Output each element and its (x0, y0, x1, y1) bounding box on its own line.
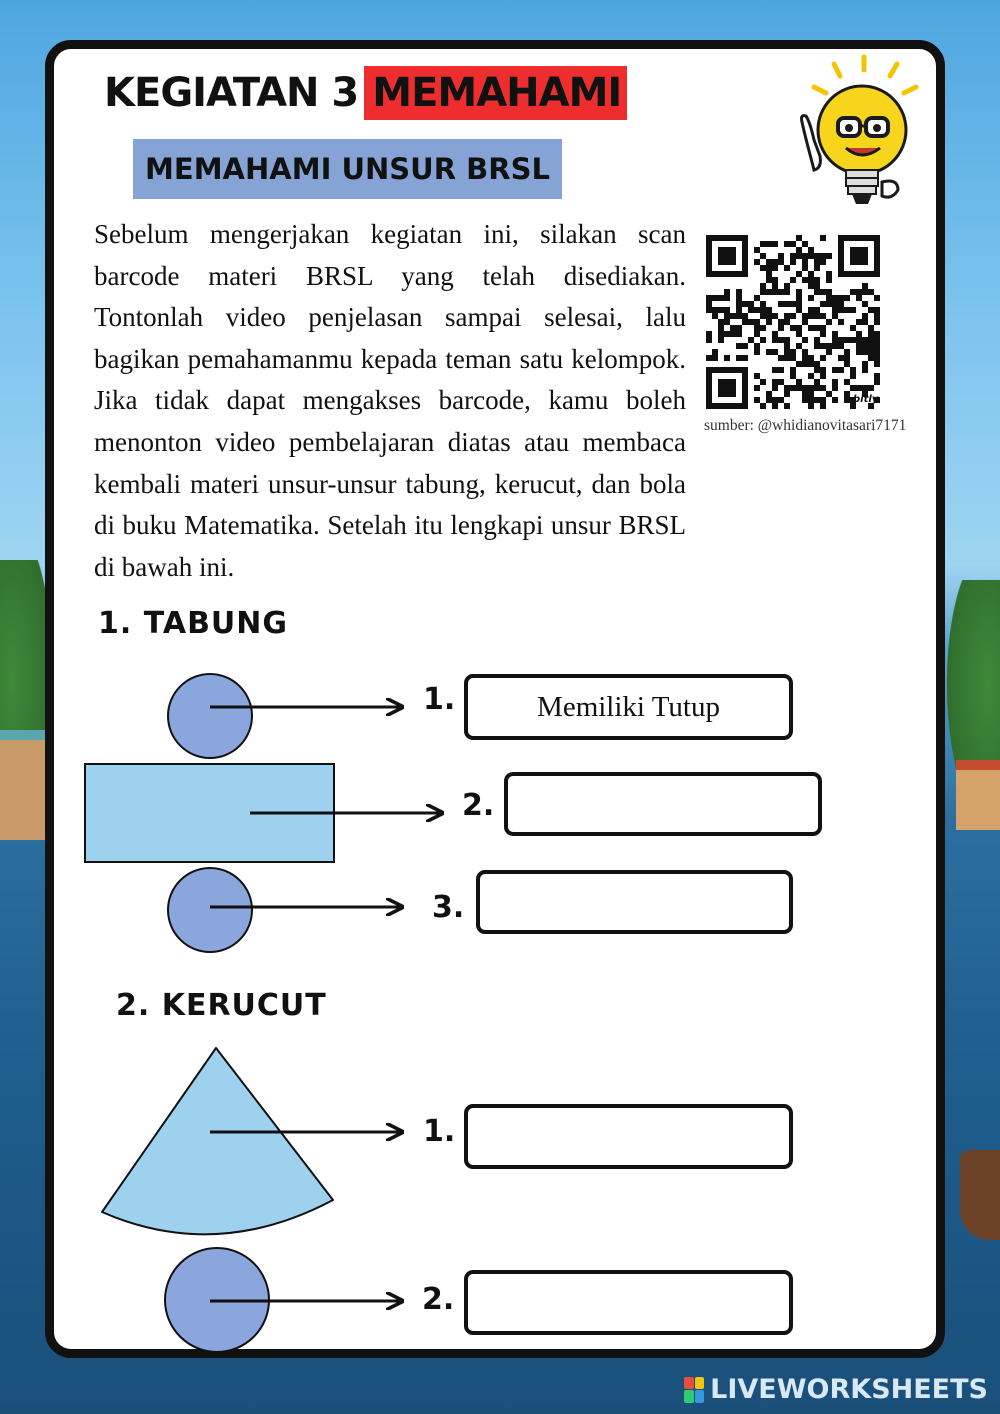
item-number: 2. (462, 788, 495, 823)
item-number: 1. (423, 1114, 456, 1149)
item-number: 3. (432, 890, 465, 925)
qr-brand-label: bitly (853, 394, 879, 405)
liveworksheets-logo[interactable] (684, 1374, 988, 1405)
section-heading-kerucut: 2. KERUCUT (116, 988, 327, 1023)
instruction-paragraph: Sebelum mengerjakan kegiatan ini, silakan scan barcode materi BRSL yang telah disediakan. Tontonlah video penjelasan sampai selesai, lalu bagikan pemahamanmu kepada teman satu kelompok. Jika tidak dapat mengakses barcode, kamu boleh menonton video pembelajaran diatas atau membaca kembali materi unsur-unsur tabung, kerucut, dan bola di buku Matematika. Setelah itu lengkapi unsur BRSL di bawah ini. (94, 219, 686, 582)
item-number: 1. (423, 682, 456, 717)
title-highlight: MEMAHAMI (364, 66, 627, 120)
section-heading-tabung: 1. TABUNG (98, 606, 289, 641)
tabung-bottom-circle (168, 868, 252, 952)
tabung-top-circle (168, 674, 252, 758)
kerucut-sector (102, 1048, 333, 1234)
answer-box[interactable] (464, 1270, 793, 1335)
answer-box[interactable] (464, 1104, 793, 1169)
liveworksheets-icon (684, 1377, 704, 1403)
subtitle-text: MEMAHAMI UNSUR BRSL (145, 152, 550, 186)
answer-box[interactable] (504, 772, 822, 836)
answer-box[interactable] (476, 870, 793, 934)
footer-brand: LIVEWORKSHEETS (710, 1374, 988, 1405)
qr-source-credit: sumber: @whidianovitasari7171 (704, 417, 907, 434)
title-prefix: KEGIATAN 3 (104, 70, 359, 116)
item-number: 2. (422, 1282, 455, 1317)
answer-box[interactable]: Memiliki Tutup (464, 674, 793, 740)
